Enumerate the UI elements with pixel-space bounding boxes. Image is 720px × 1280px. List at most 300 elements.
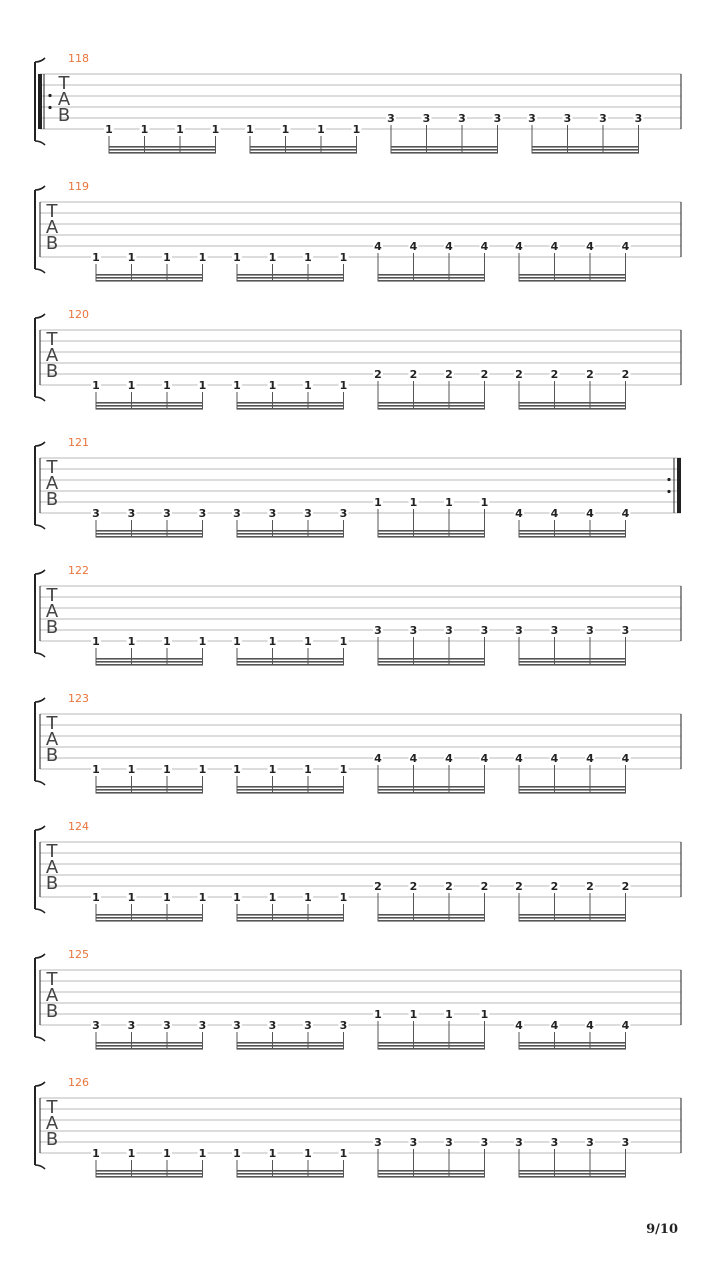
bracket-top-hook <box>35 1082 45 1086</box>
note-beam <box>378 533 486 535</box>
note-beam <box>237 1042 345 1044</box>
bracket-bottom-hook <box>35 269 45 273</box>
fret-number: 4 <box>515 1019 523 1032</box>
note-beam <box>378 274 486 276</box>
fret-number: 3 <box>599 112 607 125</box>
fret-number: 3 <box>458 112 466 125</box>
fret-number: 4 <box>409 240 418 253</box>
fret-number: 2 <box>621 368 630 381</box>
note-beam <box>237 280 345 282</box>
fret-number: 2 <box>480 880 489 893</box>
note-beam <box>532 152 640 154</box>
fret-number: 4 <box>515 752 523 765</box>
note-beam <box>96 920 204 922</box>
fret-number: 3 <box>480 624 489 637</box>
note-beam <box>237 920 345 922</box>
tab-clef-letter: B <box>57 105 71 126</box>
fret-number: 1 <box>198 891 207 904</box>
fret-number: 1 <box>445 1008 453 1021</box>
note-beam <box>96 917 204 919</box>
note-beam <box>519 661 627 663</box>
note-beam <box>237 914 345 916</box>
fret-number: 1 <box>339 251 348 264</box>
fret-number: 3 <box>233 1019 241 1032</box>
measure-number: 125 <box>68 948 89 961</box>
fret-number: 2 <box>550 880 559 893</box>
fret-number: 1 <box>163 1147 171 1160</box>
fret-number: 1 <box>339 763 348 776</box>
fret-number: 1 <box>409 496 418 509</box>
bracket-top-hook <box>35 314 45 318</box>
fret-number: 1 <box>339 1147 348 1160</box>
tab-system <box>35 820 681 922</box>
note-beam <box>378 661 486 663</box>
note-beam <box>237 1048 345 1050</box>
note-beam <box>237 408 345 410</box>
note-beam <box>237 786 345 788</box>
note-beam <box>378 402 486 404</box>
fret-number: 4 <box>621 507 630 520</box>
fret-number: 3 <box>409 1136 418 1149</box>
fret-number: 3 <box>268 1019 277 1032</box>
fret-number: 2 <box>621 880 630 893</box>
fret-number: 1 <box>281 123 290 136</box>
fret-number: 3 <box>621 624 630 637</box>
fret-number: 1 <box>198 635 207 648</box>
note-beam <box>519 1042 627 1044</box>
bracket-top-hook <box>35 954 45 958</box>
measure-number: 121 <box>68 436 89 449</box>
note-beam <box>519 1176 627 1178</box>
tab-clef-letter: B <box>45 873 59 894</box>
fret-number: 3 <box>198 507 207 520</box>
tab-clef-letter: A <box>45 345 59 366</box>
note-beam <box>96 786 204 788</box>
measure-number: 120 <box>68 308 89 321</box>
tab-clef-letter: A <box>45 601 59 622</box>
tab-clef-letter: T <box>46 201 58 222</box>
bracket-bottom-hook <box>35 141 45 145</box>
note-beam <box>237 789 345 791</box>
note-beam <box>519 280 627 282</box>
fret-number: 3 <box>268 507 277 520</box>
note-beam <box>519 1173 627 1175</box>
measure-number: 119 <box>68 180 89 193</box>
note-beam <box>519 920 627 922</box>
note-beam <box>96 530 204 532</box>
note-beam <box>519 914 627 916</box>
note-beam <box>378 1176 486 1178</box>
bracket-top-hook <box>35 570 45 574</box>
fret-number: 4 <box>621 1019 630 1032</box>
tab-clef-letter: B <box>45 1129 59 1150</box>
note-beam <box>96 789 204 791</box>
repeat-dot <box>667 490 670 493</box>
tab-system <box>35 436 681 538</box>
fret-number: 3 <box>198 1019 207 1032</box>
note-beam <box>237 1176 345 1178</box>
fret-number: 1 <box>92 251 100 264</box>
note-beam <box>237 402 345 404</box>
note-beam <box>378 1048 486 1050</box>
fret-number: 2 <box>550 368 559 381</box>
fret-number: 1 <box>163 379 171 392</box>
fret-number: 4 <box>515 507 523 520</box>
note-beam <box>96 402 204 404</box>
note-beam <box>519 408 627 410</box>
tab-clef-letter: B <box>45 489 59 510</box>
fret-number: 4 <box>621 752 630 765</box>
note-beam <box>519 405 627 407</box>
tab-system <box>35 52 681 154</box>
fret-number: 1 <box>268 635 277 648</box>
fret-number: 1 <box>339 379 348 392</box>
note-beam <box>378 658 486 660</box>
tab-clef-letter: A <box>57 89 71 110</box>
fret-number: 1 <box>268 251 277 264</box>
note-beam <box>391 152 499 154</box>
note-beam <box>237 917 345 919</box>
fret-number: 1 <box>163 251 171 264</box>
repeat-dot <box>667 478 670 481</box>
fret-number: 3 <box>493 112 502 125</box>
measure-number: 118 <box>68 52 89 65</box>
fret-number: 3 <box>445 624 453 637</box>
note-beam <box>519 530 627 532</box>
fret-number: 1 <box>127 763 136 776</box>
fret-number: 4 <box>480 240 489 253</box>
fret-number: 2 <box>445 368 453 381</box>
note-beam <box>378 1170 486 1172</box>
note-beam <box>96 274 204 276</box>
fret-number: 1 <box>409 1008 418 1021</box>
note-beam <box>519 664 627 666</box>
note-beam <box>96 405 204 407</box>
note-beam <box>96 1170 204 1172</box>
note-beam <box>391 146 499 148</box>
fret-number: 3 <box>515 1136 523 1149</box>
measure-number: 126 <box>68 1076 89 1089</box>
tab-system <box>35 564 681 666</box>
note-beam <box>378 792 486 794</box>
fret-number: 3 <box>127 1019 136 1032</box>
tab-clef-letter: B <box>45 233 59 254</box>
note-beam <box>250 152 358 154</box>
fret-number: 1 <box>246 123 254 136</box>
note-beam <box>96 1042 204 1044</box>
fret-number: 3 <box>621 1136 630 1149</box>
fret-number: 2 <box>515 880 523 893</box>
fret-number: 1 <box>163 635 171 648</box>
note-beam <box>519 1048 627 1050</box>
fret-number: 1 <box>339 635 348 648</box>
fret-number: 4 <box>550 240 559 253</box>
fret-number: 1 <box>127 1147 136 1160</box>
fret-number: 1 <box>317 123 325 136</box>
tab-clef-letter: B <box>45 617 59 638</box>
note-beam <box>378 664 486 666</box>
bracket-bottom-hook <box>35 909 45 913</box>
bracket-top-hook <box>35 698 45 702</box>
fret-number: 3 <box>233 507 241 520</box>
fret-number: 2 <box>586 368 594 381</box>
fret-number: 1 <box>480 496 489 509</box>
note-beam <box>237 1045 345 1047</box>
fret-number: 1 <box>127 891 136 904</box>
bracket-bottom-hook <box>35 525 45 529</box>
tab-clef-letter: B <box>45 361 59 382</box>
fret-number: 1 <box>127 251 136 264</box>
fret-number: 4 <box>550 507 559 520</box>
note-beam <box>237 274 345 276</box>
tab-clef-letter: A <box>45 985 59 1006</box>
note-beam <box>532 146 640 148</box>
fret-number: 2 <box>409 880 418 893</box>
fret-number: 1 <box>140 123 149 136</box>
fret-number: 1 <box>198 1147 207 1160</box>
fret-number: 1 <box>92 1147 100 1160</box>
tab-clef-letter: T <box>46 1097 58 1118</box>
fret-number: 3 <box>528 112 536 125</box>
fret-number: 3 <box>163 1019 171 1032</box>
note-beam <box>519 792 627 794</box>
fret-number: 3 <box>163 507 171 520</box>
fret-number: 3 <box>445 1136 453 1149</box>
note-beam <box>237 1173 345 1175</box>
note-beam <box>109 146 217 148</box>
note-beam <box>519 1045 627 1047</box>
fret-number: 1 <box>304 635 312 648</box>
note-beam <box>250 149 358 151</box>
fret-number: 2 <box>515 368 523 381</box>
fret-number: 1 <box>374 496 382 509</box>
note-beam <box>96 280 204 282</box>
bracket-bottom-hook <box>35 397 45 401</box>
measure-number: 123 <box>68 692 89 705</box>
note-beam <box>519 274 627 276</box>
fret-number: 3 <box>550 624 559 637</box>
note-beam <box>378 1173 486 1175</box>
note-beam <box>519 402 627 404</box>
repeat-dot <box>48 94 51 97</box>
tab-clef-letter: T <box>46 969 58 990</box>
fret-number: 3 <box>634 112 643 125</box>
note-beam <box>96 792 204 794</box>
fret-number: 1 <box>176 123 184 136</box>
fret-number: 3 <box>304 1019 312 1032</box>
fret-number: 1 <box>304 251 312 264</box>
note-beam <box>237 661 345 663</box>
tab-clef-letter: T <box>46 329 58 350</box>
note-beam <box>109 152 217 154</box>
note-beam <box>378 1045 486 1047</box>
note-beam <box>519 786 627 788</box>
note-beam <box>378 277 486 279</box>
note-beam <box>378 920 486 922</box>
note-beam <box>96 661 204 663</box>
measure-number: 124 <box>68 820 89 833</box>
fret-number: 1 <box>304 763 312 776</box>
fret-number: 3 <box>515 624 523 637</box>
tab-system <box>35 948 681 1050</box>
fret-number: 1 <box>127 635 136 648</box>
fret-number: 1 <box>233 635 241 648</box>
note-beam <box>378 789 486 791</box>
tab-system <box>35 180 681 282</box>
fret-number: 3 <box>480 1136 489 1149</box>
note-beam <box>237 530 345 532</box>
fret-number: 2 <box>374 368 382 381</box>
fret-number: 3 <box>563 112 572 125</box>
fret-number: 1 <box>268 1147 277 1160</box>
note-beam <box>237 536 345 538</box>
tab-clef-letter: T <box>46 841 58 862</box>
note-beam <box>96 533 204 535</box>
fret-number: 3 <box>92 507 100 520</box>
note-beam <box>96 277 204 279</box>
fret-number: 1 <box>304 1147 312 1160</box>
tab-clef-letter: T <box>58 73 70 94</box>
note-beam <box>96 914 204 916</box>
fret-number: 4 <box>550 1019 559 1032</box>
note-beam <box>378 786 486 788</box>
fret-number: 4 <box>445 240 453 253</box>
note-beam <box>96 1045 204 1047</box>
note-beam <box>96 1176 204 1178</box>
fret-number: 4 <box>550 752 559 765</box>
page-number: 9/10 <box>646 1222 678 1237</box>
fret-number: 1 <box>304 891 312 904</box>
note-beam <box>96 536 204 538</box>
fret-number: 2 <box>480 368 489 381</box>
repeat-dot <box>48 106 51 109</box>
bracket-bottom-hook <box>35 1165 45 1169</box>
fret-number: 2 <box>445 880 453 893</box>
fret-number: 3 <box>586 624 594 637</box>
fret-number: 1 <box>233 251 241 264</box>
fret-number: 3 <box>586 1136 594 1149</box>
note-beam <box>96 658 204 660</box>
tab-system <box>35 692 681 794</box>
note-beam <box>378 280 486 282</box>
fret-number: 1 <box>233 379 241 392</box>
fret-number: 4 <box>480 752 489 765</box>
fret-number: 4 <box>515 240 523 253</box>
note-beam <box>237 533 345 535</box>
fret-number: 4 <box>586 507 594 520</box>
tab-clef-letter: T <box>46 457 58 478</box>
note-beam <box>519 658 627 660</box>
fret-number: 1 <box>105 123 113 136</box>
fret-number: 1 <box>233 1147 241 1160</box>
bracket-top-hook <box>35 826 45 830</box>
fret-number: 1 <box>92 379 100 392</box>
fret-number: 1 <box>374 1008 382 1021</box>
fret-number: 4 <box>409 752 418 765</box>
fret-number: 1 <box>339 891 348 904</box>
fret-number: 1 <box>211 123 220 136</box>
fret-number: 2 <box>409 368 418 381</box>
fret-number: 1 <box>92 635 100 648</box>
fret-number: 3 <box>127 507 136 520</box>
fret-number: 1 <box>352 123 361 136</box>
note-beam <box>237 664 345 666</box>
note-beam <box>378 1042 486 1044</box>
tab-clef-letter: A <box>45 217 59 238</box>
fret-number: 4 <box>621 240 630 253</box>
fret-number: 3 <box>374 624 382 637</box>
bracket-bottom-hook <box>35 653 45 657</box>
fret-number: 1 <box>163 763 171 776</box>
fret-number: 1 <box>268 379 277 392</box>
fret-number: 1 <box>268 763 277 776</box>
fret-number: 1 <box>480 1008 489 1021</box>
fret-number: 3 <box>550 1136 559 1149</box>
fret-number: 4 <box>374 240 382 253</box>
fret-number: 3 <box>409 624 418 637</box>
fret-number: 4 <box>586 1019 594 1032</box>
note-beam <box>237 277 345 279</box>
fret-number: 1 <box>127 379 136 392</box>
note-beam <box>96 1173 204 1175</box>
note-beam <box>378 530 486 532</box>
fret-number: 1 <box>268 891 277 904</box>
fret-number: 3 <box>387 112 395 125</box>
note-beam <box>378 536 486 538</box>
tab-clef-letter: A <box>45 473 59 494</box>
note-beam <box>250 146 358 148</box>
fret-number: 2 <box>374 880 382 893</box>
note-beam <box>532 149 640 151</box>
fret-number: 1 <box>304 379 312 392</box>
note-beam <box>237 792 345 794</box>
fret-number: 1 <box>198 379 207 392</box>
bracket-bottom-hook <box>35 1037 45 1041</box>
note-beam <box>519 789 627 791</box>
note-beam <box>237 1170 345 1172</box>
note-beam <box>519 536 627 538</box>
fret-number: 4 <box>445 752 453 765</box>
fret-number: 1 <box>198 763 207 776</box>
note-beam <box>378 917 486 919</box>
tab-clef-letter: A <box>45 1113 59 1134</box>
tab-clef-letter: B <box>45 1001 59 1022</box>
fret-number: 2 <box>586 880 594 893</box>
fret-number: 1 <box>92 763 100 776</box>
fret-number: 3 <box>422 112 431 125</box>
note-beam <box>237 658 345 660</box>
tab-clef-letter: A <box>45 729 59 750</box>
note-beam <box>378 914 486 916</box>
fret-number: 4 <box>586 752 594 765</box>
bracket-top-hook <box>35 186 45 190</box>
note-beam <box>109 149 217 151</box>
measure-number: 122 <box>68 564 89 577</box>
tab-clef-letter: B <box>45 745 59 766</box>
note-beam <box>96 408 204 410</box>
tab-clef-letter: T <box>46 585 58 606</box>
note-beam <box>96 664 204 666</box>
fret-number: 4 <box>586 240 594 253</box>
note-beam <box>391 149 499 151</box>
fret-number: 4 <box>374 752 382 765</box>
fret-number: 3 <box>374 1136 382 1149</box>
note-beam <box>378 408 486 410</box>
note-beam <box>96 1048 204 1050</box>
repeat-start-thick-bar <box>38 74 42 129</box>
fret-number: 1 <box>92 891 100 904</box>
note-beam <box>519 917 627 919</box>
